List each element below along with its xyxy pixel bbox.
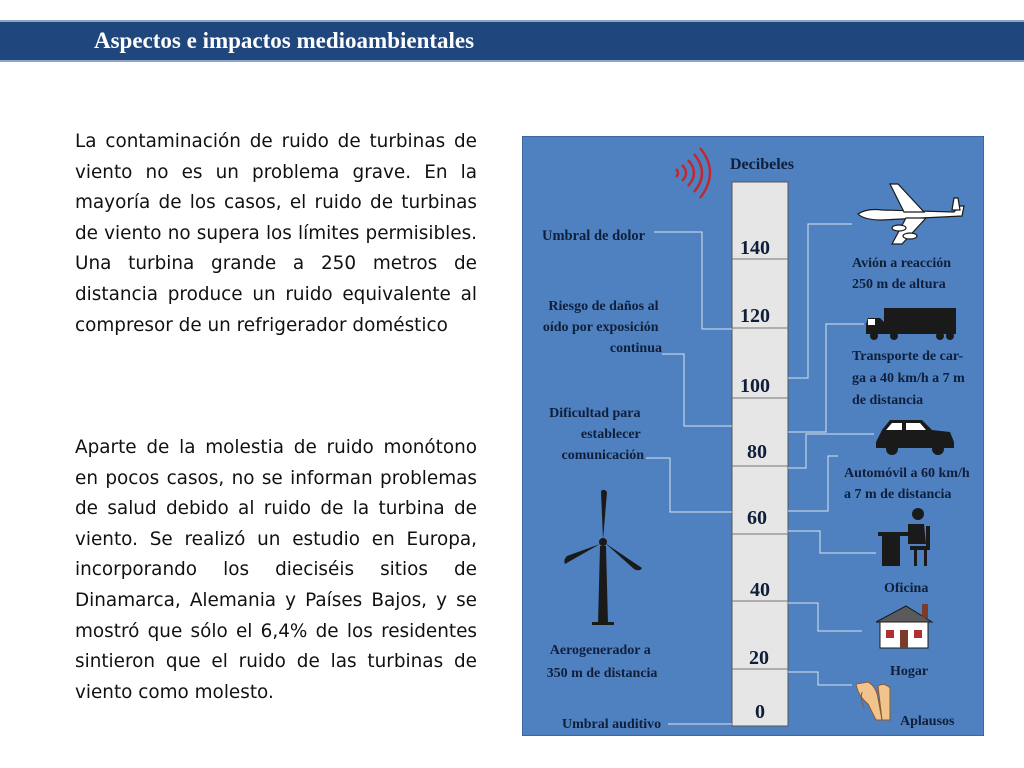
label-truck: Transporte de car- ga a 40 km/h a 7 m de distancia xyxy=(852,349,965,408)
page-title: Aspectos e impactos medioambientales xyxy=(94,28,475,53)
label-car: Automóvil a 60 km/h a 7 m de distancia xyxy=(844,466,970,502)
label-communication: Dificultad para establecer comunicación xyxy=(549,406,644,463)
label-pain-threshold: Umbral de dolor xyxy=(542,228,646,244)
label-office: Oficina xyxy=(884,581,929,596)
decibel-diagram xyxy=(522,136,984,736)
scale-value: 80 xyxy=(747,441,767,463)
label-wind-turbine: Aerogenerador a 350 m de distancia xyxy=(546,643,658,681)
paragraph-study: Aparte de la molestia de ruido monótono en pocos casos, no se informan problemas de salud debido al ruido de la turbina de viento. Se realizó un estudio en Europa, incorporando los dieciséis sitios de Dinamarca, Alemania y Países Bajos, y se mostró que sólo el 6,4% de los residentes sintieron que el ruido de las turbinas de viento como molesto. xyxy=(75,437,477,703)
scale-value: 20 xyxy=(749,647,769,669)
label-jet: Avión a reacción 250 m de altura xyxy=(852,256,952,292)
paragraph-noise: La contaminación de ruido de turbinas de viento no es un problema grave. En la mayoría de los casos, el ruido de turbinas de viento no supera los límites permisibles. Una turbina grande a 250 metros de distancia produce un ruido equivalente al compresor de un refrigerador doméstico xyxy=(75,131,477,336)
label-home: Hogar xyxy=(890,664,929,679)
scale-value: 40 xyxy=(750,579,770,601)
label-applause: Aplausos xyxy=(900,714,955,729)
label-hearing-damage: Riesgo de daños al oído por exposición continua xyxy=(542,299,662,356)
scale-value: 60 xyxy=(747,507,767,529)
scale-value: 140 xyxy=(740,237,770,259)
scale-value: 120 xyxy=(740,305,770,327)
scale-value: 0 xyxy=(755,701,765,723)
scale-title: Decibeles xyxy=(730,156,794,173)
scale-value: 100 xyxy=(740,375,770,397)
label-hearing-threshold: Umbral auditivo xyxy=(562,717,662,732)
title-bar xyxy=(0,20,1024,62)
